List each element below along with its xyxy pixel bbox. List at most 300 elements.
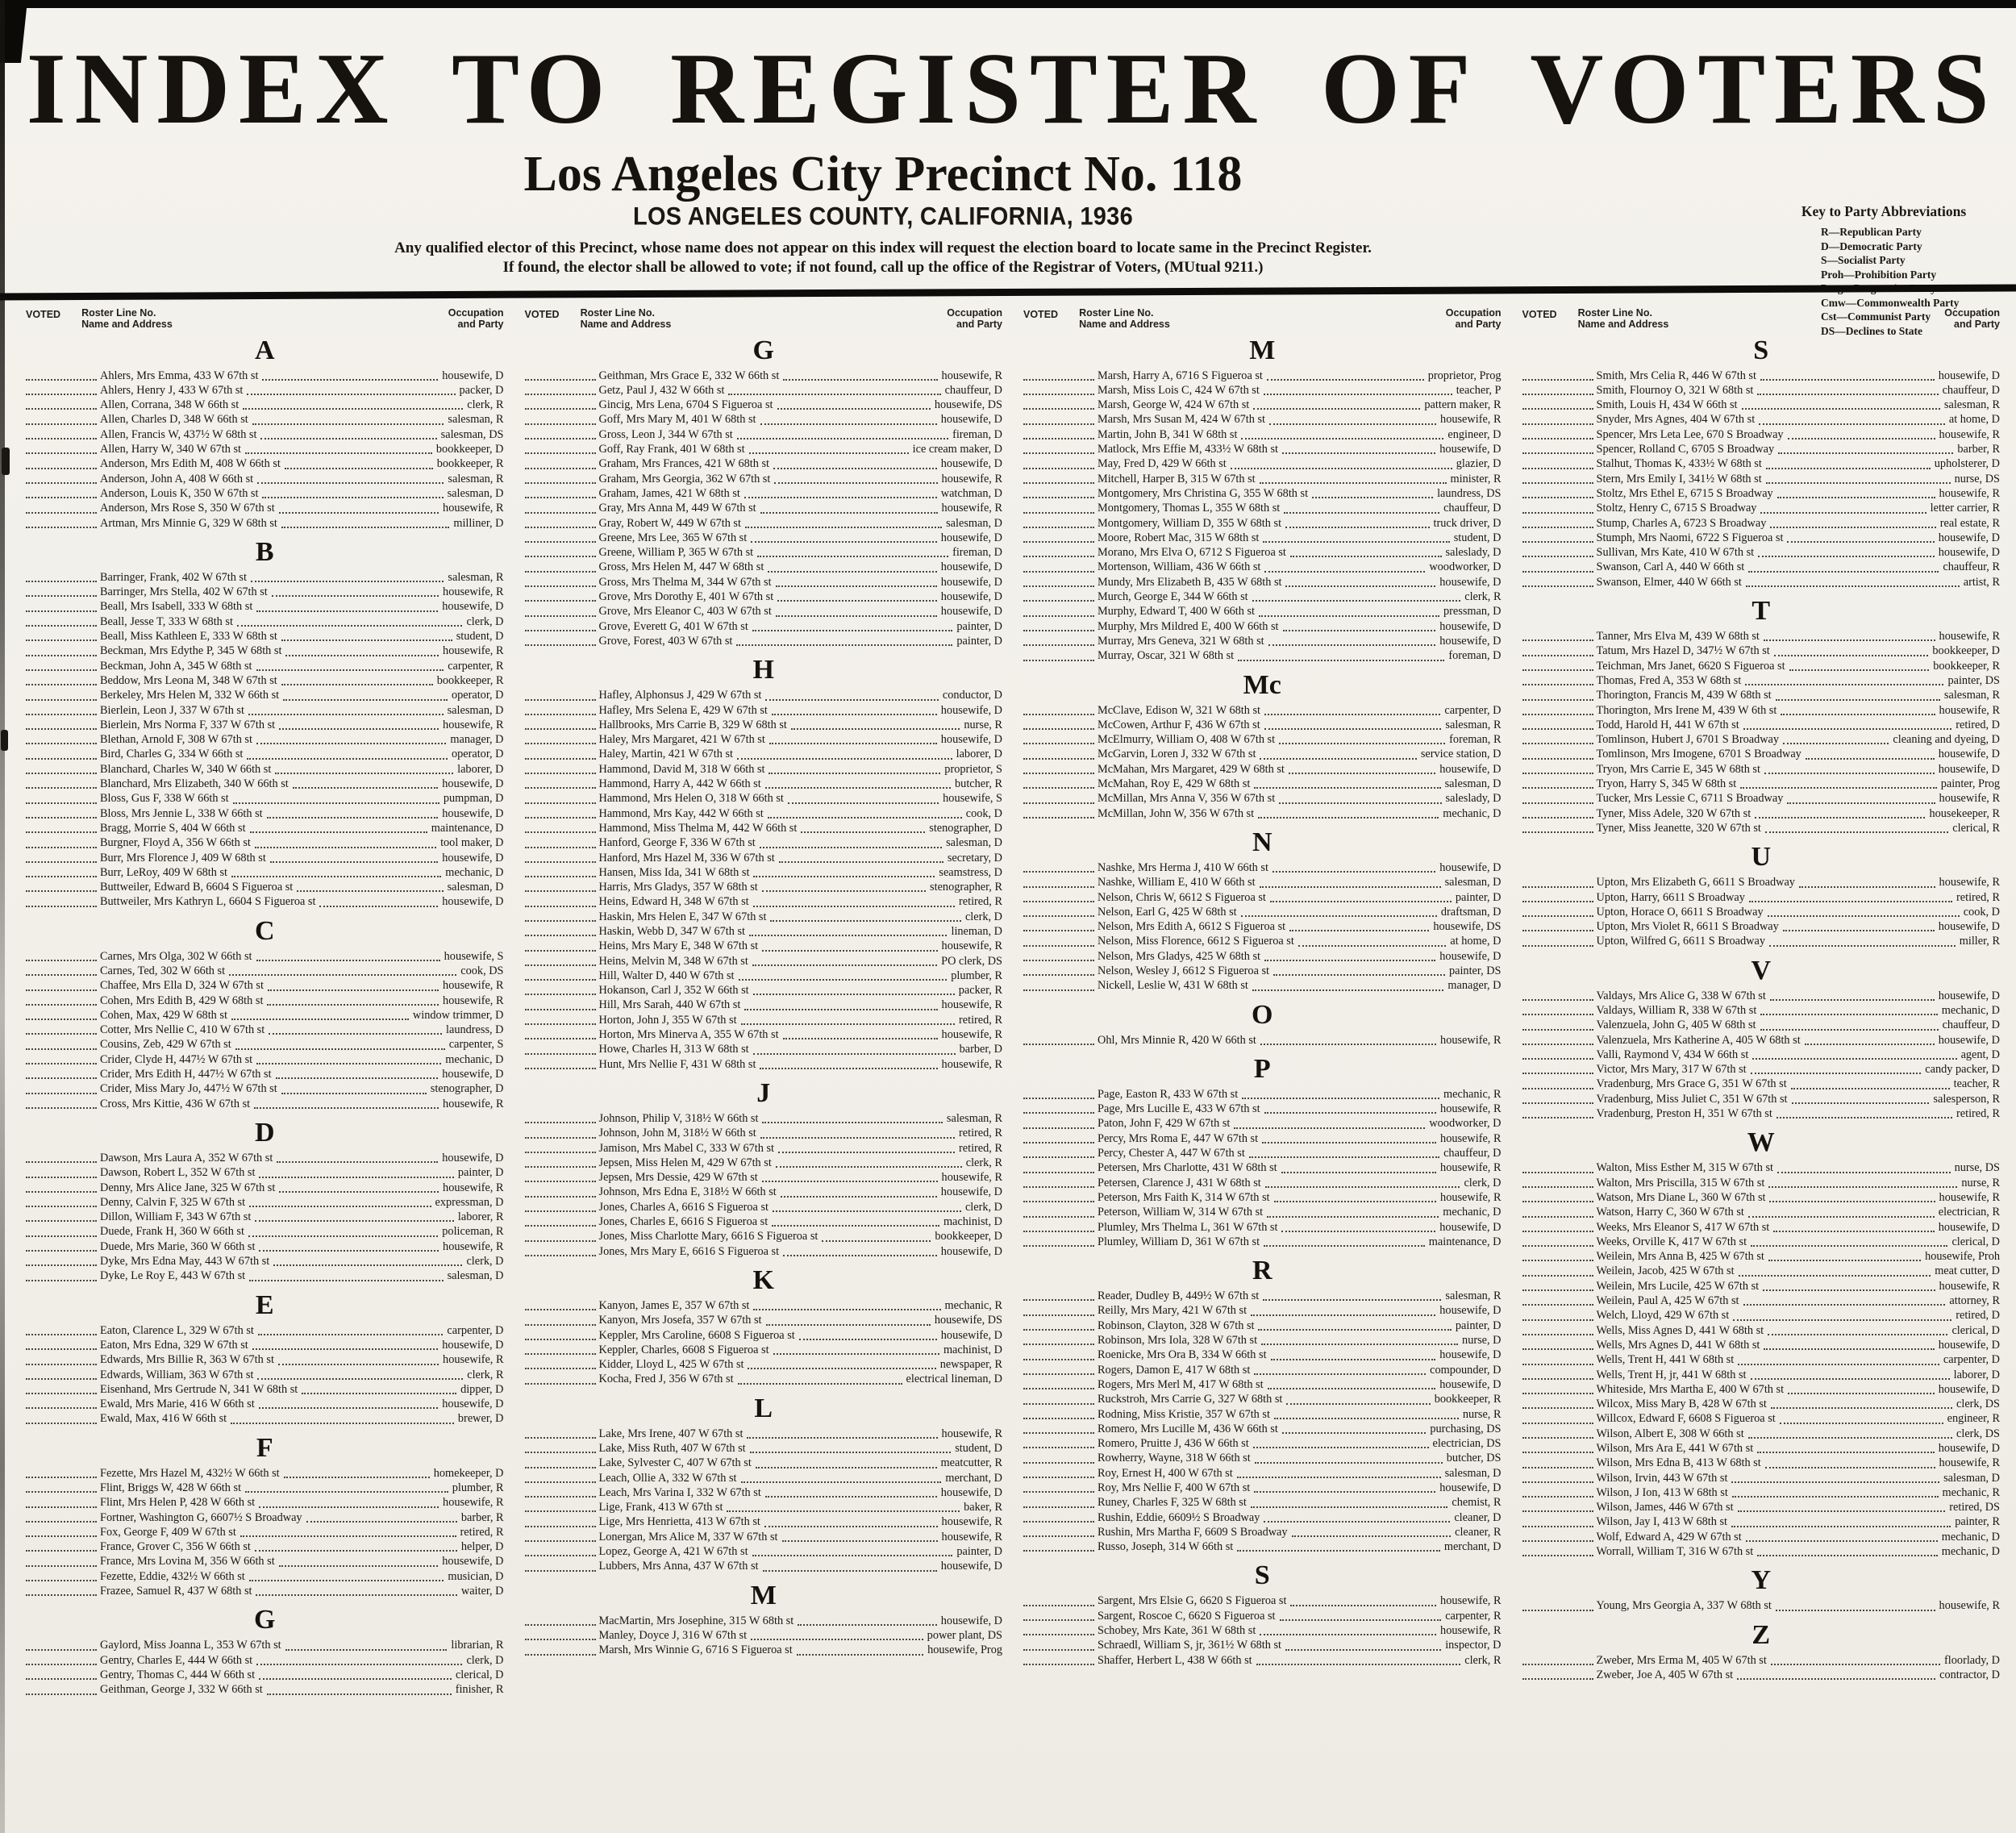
voter-name-address: Lige, Frank, 413 W 67th st [598, 1501, 723, 1514]
voter-name-address: Lake, Miss Ruth, 407 W 67th st [598, 1442, 746, 1455]
voter-row [525, 590, 1003, 605]
leader-dots [281, 517, 449, 528]
voter-occupation-party: salesman, R [448, 570, 504, 584]
voter-row [1023, 1654, 1502, 1668]
occupation-header-line1: Occupation [448, 306, 504, 319]
voter-occupation-party: clerk, D [466, 1653, 504, 1667]
voter-occupation-party: laundress, D [446, 1023, 504, 1037]
voted-blank-dots [1522, 777, 1593, 789]
voter-row [1023, 1088, 1502, 1102]
voter-name-address: Thomas, Fred A, 353 W 68th st [1596, 673, 1742, 687]
leader-dots [1282, 443, 1435, 454]
voter-occupation-party: housewife, S [444, 949, 504, 963]
leader-dots [749, 925, 947, 936]
voted-blank-dots [525, 1472, 596, 1483]
leader-dots [1254, 777, 1440, 789]
voter-row [1522, 920, 2001, 935]
voter-occupation-party: salesman, D [1444, 876, 1502, 889]
leader-dots [736, 635, 952, 646]
voter-name-address: Crider, Miss Mary Jo, 447½ W 67th st [100, 1082, 277, 1096]
voter-occupation-party: stenographer, D [929, 821, 1002, 835]
voter-occupation-party: fireman, D [952, 427, 1002, 441]
voted-blank-dots [525, 1515, 596, 1527]
leader-dots [231, 866, 441, 877]
voter-occupation-party: housewife, R [443, 1239, 504, 1253]
voter-name-address: Barringer, Frank, 402 W 67th st [100, 570, 247, 584]
voter-name-address: Nickell, Leslie W, 431 W 68th st [1098, 979, 1248, 993]
voted-blank-dots [525, 413, 596, 424]
voter-row [1023, 1496, 1502, 1510]
voter-row [525, 777, 1003, 792]
leader-dots [1731, 1472, 1939, 1483]
voted-blank-dots [26, 487, 97, 498]
voter-name-address: Hammond, Mrs Kay, 442 W 66th st [598, 806, 764, 820]
leader-dots [1260, 876, 1441, 887]
voter-row [26, 1009, 504, 1023]
party-key-entry: Cst—Communist Party [1821, 310, 1931, 323]
voted-blank-dots [26, 1353, 97, 1364]
voter-name-address: Shaffer, Herbert L, 438 W 66th st [1098, 1653, 1252, 1667]
section-letter: L [754, 1393, 773, 1423]
voter-occupation-party: saleslady, D [1445, 792, 1502, 806]
roster-column-header [81, 307, 448, 330]
voter-row [1023, 369, 1502, 384]
voter-row [525, 836, 1003, 851]
voter-name-address: Martin, John B, 341 W 68th st [1098, 427, 1238, 441]
voted-blank-dots [525, 866, 596, 877]
voter-name-address: Percy, Mrs Roma E, 447 W 67th st [1098, 1131, 1259, 1145]
voter-name-address: Robinson, Clayton, 328 W 67th st [1098, 1319, 1255, 1332]
voter-name-address: Fox, George F, 409 W 67th st [100, 1525, 236, 1539]
voter-row [26, 763, 504, 777]
voter-row [1023, 1511, 1502, 1526]
leader-dots [728, 384, 940, 395]
voted-blank-dots [525, 457, 596, 469]
voter-name-address: McGarvin, Loren J, 332 W 67th st [1098, 748, 1256, 761]
voter-row [1023, 748, 1502, 762]
voter-occupation-party: housewife, D [940, 560, 1002, 574]
leader-dots [1237, 1540, 1440, 1552]
voter-row [1522, 1545, 2001, 1560]
section-letter: Z [1752, 1619, 1771, 1650]
voter-name-address: Gaylord, Miss Joanna L, 353 W 67th st [100, 1639, 281, 1652]
voted-blank-dots [525, 1643, 596, 1655]
voted-blank-dots [1522, 457, 1593, 469]
voter-name-address: Lige, Mrs Henrietta, 413 W 67th st [598, 1515, 760, 1529]
voter-name-address: Hammond, David M, 318 W 66th st [598, 762, 765, 776]
voter-occupation-party: carpenter, S [448, 1038, 504, 1052]
voted-blank-dots [525, 1545, 596, 1556]
voter-row [525, 487, 1003, 502]
leader-dots [277, 1152, 438, 1163]
voter-row [26, 777, 504, 792]
voter-row [525, 895, 1003, 910]
voter-row [1023, 1452, 1502, 1466]
voter-occupation-party: bookkeeper, R [436, 673, 504, 687]
voter-row [26, 1398, 504, 1412]
voted-blank-dots [26, 792, 97, 803]
voter-name-address: May, Fred D, 429 W 66th st [1098, 457, 1227, 471]
leader-dots [247, 384, 455, 395]
voter-occupation-party: carpenter, D [1943, 1353, 2000, 1367]
voted-blank-dots [1023, 1319, 1094, 1331]
voter-row [1023, 443, 1502, 457]
voter-row [26, 1353, 504, 1368]
voter-occupation-party: housewife, R [1440, 1161, 1502, 1175]
voted-blank-dots [26, 1166, 97, 1177]
voter-occupation-party: homekeeper, D [433, 1466, 504, 1480]
leader-dots [801, 822, 925, 833]
voter-occupation-party: carpenter, R [448, 659, 504, 673]
voter-name-address: Greene, Mrs Lee, 365 W 67th st [598, 531, 748, 544]
voter-occupation-party: expressman, D [435, 1195, 504, 1209]
voter-occupation-party: milliner, D [453, 516, 504, 530]
voter-occupation-party: housewife, D [1439, 1220, 1502, 1234]
voter-row [26, 384, 504, 398]
voter-occupation-party: housewife, D [442, 369, 504, 382]
leader-dots [256, 1654, 462, 1665]
leader-dots [276, 1068, 439, 1079]
voted-blank-dots [1023, 906, 1094, 917]
voter-name-address: Weilein, Jacob, 425 W 67th st [1596, 1264, 1735, 1278]
voter-name-address: Spencer, Rolland C, 6705 S Broadway [1596, 443, 1775, 456]
voter-row [1023, 1319, 1502, 1334]
leader-dots [1792, 1093, 1930, 1104]
voter-row [1522, 719, 2001, 733]
leader-dots [782, 1531, 938, 1542]
voter-row [1522, 560, 2001, 575]
voter-name-address: Ohl, Mrs Minnie R, 420 W 66th st [1098, 1033, 1256, 1047]
leader-dots [1766, 473, 1951, 484]
leader-dots [741, 1014, 955, 1025]
voter-occupation-party: salesman, R [1943, 398, 2000, 412]
voter-row [26, 881, 504, 895]
voter-occupation-party: housewife, D [940, 1560, 1002, 1573]
voter-row [26, 473, 504, 487]
voter-occupation-party: nurse, R [964, 718, 1002, 731]
leader-dots [251, 571, 444, 582]
voter-occupation-party: painter, Prog [1940, 777, 2000, 791]
leader-dots [1271, 1348, 1436, 1360]
voter-name-address: Blethan, Arnold F, 308 W 67th st [100, 733, 252, 747]
voter-row [525, 955, 1003, 969]
voter-name-address: Jones, Mrs Mary E, 6616 S Figueroa st [598, 1244, 780, 1258]
voter-name-address: Valenzuela, John G, 405 W 68th st [1596, 1019, 1756, 1032]
voted-blank-dots [1522, 891, 1593, 902]
voter-occupation-party: housewife, D [940, 590, 1002, 604]
voter-row [26, 644, 504, 659]
leader-dots [285, 1639, 448, 1650]
voter-occupation-party: cleaner, R [1455, 1525, 1502, 1539]
voter-occupation-party: housewife, D [1938, 748, 2000, 761]
voter-row [1522, 487, 2001, 502]
voted-blank-dots [26, 881, 97, 892]
voter-name-address: Upton, Wilfred G, 6611 S Broadway [1596, 935, 1765, 948]
voter-occupation-party: inspector, D [1445, 1639, 1502, 1652]
voted-blank-dots [1023, 1034, 1094, 1045]
voter-name-address: Johnson, Philip V, 318½ W 66th st [598, 1111, 759, 1125]
voter-name-address: Percy, Chester A, 447 W 67th st [1098, 1147, 1245, 1160]
leader-dots [240, 1526, 456, 1537]
leader-dots [760, 836, 942, 848]
voter-row [26, 413, 504, 427]
voter-name-address: Graham, Mrs Frances, 421 W 68th st [598, 457, 770, 471]
voter-name-address: Hafley, Alphonsus J, 429 W 67th st [598, 689, 762, 702]
voter-occupation-party: mechanic, R [1443, 1087, 1502, 1101]
voter-name-address: Ahlers, Mrs Emma, 433 W 67th st [100, 369, 259, 382]
voter-name-address: Weilein, Mrs Lucile, 425 W 67th st [1596, 1279, 1760, 1293]
voter-occupation-party: housewife, R [1939, 1190, 2000, 1204]
voted-blank-dots [1522, 1077, 1593, 1089]
voter-row [1522, 1412, 2001, 1427]
voted-blank-dots [1522, 1472, 1593, 1483]
voted-blank-dots [26, 777, 97, 789]
voter-name-address: Ahlers, Henry J, 433 W 67th st [100, 383, 244, 397]
voted-blank-dots [525, 1344, 596, 1355]
voted-blank-dots [1023, 1378, 1094, 1389]
voter-occupation-party: housewife, R [1440, 1131, 1502, 1145]
voter-row [525, 822, 1003, 836]
party-key-entry: S—Socialist Party [1821, 254, 1906, 266]
voter-occupation-party: housewife, D [940, 413, 1002, 427]
voted-blank-dots [525, 1230, 596, 1241]
voter-row [26, 1166, 504, 1181]
voter-occupation-party: plumber, R [951, 969, 1002, 982]
voted-blank-dots [1522, 1412, 1593, 1423]
voter-row [525, 531, 1003, 546]
leader-dots [248, 704, 444, 715]
voter-name-address: Denny, Calvin F, 325 W 67th st [100, 1195, 246, 1209]
leader-dots [762, 881, 926, 892]
voter-occupation-party: pressman, D [1443, 605, 1502, 619]
voter-occupation-party: housewife, R [1939, 792, 2000, 806]
voter-name-address: Anderson, Louis K, 350 W 67th st [100, 486, 259, 500]
voter-row [525, 998, 1003, 1013]
leader-dots [1746, 1531, 1938, 1542]
voted-blank-dots [525, 576, 596, 587]
leader-dots [768, 807, 962, 819]
voter-name-address: Cohen, Mrs Edith B, 429 W 68th st [100, 994, 264, 1007]
voter-occupation-party: retired, D [1956, 718, 2000, 731]
voter-occupation-party: housewife, R [1440, 1190, 1502, 1204]
voted-column-header: VOTED [524, 308, 560, 320]
voted-blank-dots [1023, 1540, 1094, 1552]
voted-blank-dots [525, 792, 596, 803]
voted-blank-dots [1522, 502, 1593, 513]
voter-occupation-party: pattern maker, R [1424, 398, 1502, 412]
voter-row [1522, 1077, 2001, 1092]
voter-occupation-party: clerical, R [1952, 821, 2000, 835]
voter-row [525, 398, 1003, 413]
voted-blank-dots [525, 748, 596, 759]
voter-occupation-party: chauffeur, D [1942, 1019, 2000, 1032]
voter-row [26, 704, 504, 719]
voter-row [26, 571, 504, 585]
voter-name-address: Leach, Ollie A, 332 W 67th st [598, 1471, 737, 1485]
leader-dots [1259, 605, 1439, 616]
voted-blank-dots [1023, 876, 1094, 887]
leader-dots [1290, 1594, 1436, 1606]
voted-blank-dots [1023, 950, 1094, 961]
voted-blank-dots [525, 822, 596, 833]
voter-occupation-party: purchasing, DS [1430, 1422, 1502, 1435]
voted-blank-dots [1522, 989, 1593, 1001]
voter-name-address: Geithman, George J, 332 W 66th st [100, 1683, 263, 1697]
voter-occupation-party: bookkeeper, D [935, 1230, 1002, 1244]
voter-occupation-party: pumpman, D [443, 792, 504, 806]
voter-row [1023, 457, 1502, 472]
voter-name-address: Beall, Mrs Isabell, 333 W 68th st [100, 600, 253, 614]
voter-row [1023, 576, 1502, 590]
voted-blank-dots [1522, 674, 1593, 685]
voter-row [525, 1201, 1003, 1215]
voter-occupation-party: glazier, D [1456, 457, 1502, 471]
voter-name-address: Zweber, Mrs Erma M, 405 W 67th st [1596, 1653, 1767, 1667]
leader-dots [783, 1028, 938, 1039]
voter-occupation-party: clerk, R [1464, 590, 1502, 604]
leader-dots [777, 590, 937, 602]
voted-blank-dots [525, 1215, 596, 1227]
leader-dots [779, 852, 943, 863]
voted-blank-dots [1023, 1393, 1094, 1404]
leader-dots [757, 546, 948, 557]
voter-occupation-party: housewife, D [1439, 443, 1502, 456]
voter-occupation-party: chauffeur, D [1443, 1147, 1502, 1160]
voter-row [1522, 428, 2001, 443]
leader-dots [1776, 1599, 1935, 1610]
voted-blank-dots [525, 487, 596, 498]
section-letter: Y [1751, 1565, 1772, 1596]
voter-row [26, 1383, 504, 1398]
voter-name-address: Spencer, Mrs Leta Lee, 670 S Broadway [1596, 427, 1784, 441]
voter-name-address: Tyner, Miss Adele, 320 W 67th st [1596, 806, 1752, 820]
leader-dots [1253, 1437, 1429, 1448]
voted-blank-dots [1522, 1668, 1593, 1680]
voter-occupation-party: barber, D [959, 1043, 1002, 1056]
voter-row [1023, 920, 1502, 935]
voter-occupation-party: butcher, R [955, 777, 1002, 791]
voter-occupation-party: salesman, R [448, 413, 504, 427]
voted-blank-dots [1023, 1481, 1094, 1493]
leader-dots [1260, 748, 1416, 759]
voter-occupation-party: candy packer, D [1925, 1063, 2000, 1077]
voter-row [1522, 989, 2001, 1004]
voted-blank-dots [525, 1299, 596, 1310]
column-1 [26, 304, 504, 1698]
voter-occupation-party: clerk, R [965, 1156, 1002, 1169]
voter-occupation-party: maintenance, D [431, 821, 504, 835]
voter-name-address: Bloss, Mrs Jennie L, 338 W 66th st [100, 806, 263, 820]
voter-name-address: Barringer, Mrs Stella, 402 W 67th st [100, 585, 268, 599]
voter-name-address: Eaton, Mrs Edna, 329 W 67th st [100, 1338, 248, 1352]
voter-row [26, 660, 504, 674]
voter-row [1522, 1048, 2001, 1063]
voter-row [1522, 1280, 2001, 1294]
voter-row [1023, 979, 1502, 994]
voter-occupation-party: barber, R [460, 1510, 504, 1524]
voted-blank-dots [1023, 1088, 1094, 1099]
voter-row [525, 369, 1003, 384]
voter-row [26, 719, 504, 733]
voter-name-address: Beckman, John A, 345 W 68th st [100, 659, 252, 673]
voter-row [1522, 1019, 2001, 1033]
voter-occupation-party: bookkeeper, R [436, 457, 504, 471]
voter-row [1522, 777, 2001, 792]
voter-name-address: Hansen, Miss Ida, 341 W 68th st [598, 865, 750, 879]
roster-header-line1: Roster Line No. [1079, 306, 1154, 319]
leader-dots [1298, 935, 1447, 946]
leader-dots [1764, 763, 1935, 774]
voted-blank-dots [1023, 1221, 1094, 1232]
voter-occupation-party: housewife, R [443, 1496, 504, 1510]
voter-name-address: Murray, Oscar, 321 W 68th st [1098, 649, 1235, 663]
voted-blank-dots [1023, 1289, 1094, 1301]
voted-blank-dots [525, 1171, 596, 1182]
voted-blank-dots [1522, 763, 1593, 774]
voter-name-address: Nashke, Mrs Herma J, 410 W 66th st [1098, 860, 1268, 874]
voter-name-address: Dawson, Robert L, 352 W 67th st [100, 1166, 256, 1180]
voter-row [1522, 660, 2001, 674]
voter-row [1522, 1531, 2001, 1545]
voter-name-address: Burgner, Floyd A, 356 W 66th st [100, 836, 251, 850]
leader-dots [1238, 649, 1444, 660]
voter-occupation-party: housewife, S [943, 792, 1002, 806]
voter-row [1522, 792, 2001, 806]
voted-blank-dots [26, 1225, 97, 1236]
leader-dots [778, 1142, 955, 1153]
voter-occupation-party: meatcutter, R [940, 1456, 1002, 1470]
section-letter: B [255, 536, 274, 567]
leader-dots [279, 1555, 439, 1566]
voter-occupation-party: manager, D [450, 733, 504, 747]
voter-occupation-party: student, D [1453, 531, 1502, 544]
leader-dots [1264, 704, 1440, 715]
voter-name-address: Reader, Dudley B, 449½ W 67th st [1098, 1289, 1260, 1303]
voter-row [1023, 1161, 1502, 1176]
leader-dots [1234, 1117, 1425, 1128]
section-letter: V [1751, 955, 1772, 985]
voter-name-address: Allen, Charles D, 348 W 66th st [100, 413, 248, 427]
voter-occupation-party: housewife, D [1938, 369, 2000, 382]
voter-row [1522, 630, 2001, 644]
voter-occupation-party: carpenter, D [1444, 703, 1502, 717]
voter-name-address: Fezette, Eddie, 432½ W 66th st [100, 1569, 245, 1583]
voted-blank-dots [1023, 473, 1094, 484]
voted-blank-dots [1522, 546, 1593, 557]
voted-blank-dots [525, 1486, 596, 1498]
voter-row [1522, 443, 2001, 457]
leader-dots [256, 950, 440, 961]
voter-occupation-party: fireman, D [952, 546, 1002, 560]
leader-dots [798, 1614, 937, 1626]
voter-name-address: Tatum, Mrs Hazel D, 347½ W 67th st [1596, 644, 1770, 658]
voter-row [1023, 1437, 1502, 1452]
voter-name-address: Hammond, Harry A, 442 W 66th st [598, 777, 761, 791]
voted-blank-dots [1023, 398, 1094, 410]
voter-row [26, 1225, 504, 1239]
leader-dots [799, 1329, 937, 1340]
section-letter: K [752, 1264, 774, 1295]
voter-row [1023, 502, 1502, 516]
voter-occupation-party: barber, R [1957, 443, 2000, 456]
voted-blank-dots [26, 994, 97, 1006]
voted-blank-dots [1023, 733, 1094, 744]
leader-dots [1268, 635, 1436, 646]
voter-name-address: Stoltz, Henry C, 6715 S Broadway [1596, 502, 1757, 515]
voted-blank-dots [1522, 1235, 1593, 1247]
voter-row [1023, 861, 1502, 876]
occupation-header-line1: Occupation [947, 306, 1002, 319]
